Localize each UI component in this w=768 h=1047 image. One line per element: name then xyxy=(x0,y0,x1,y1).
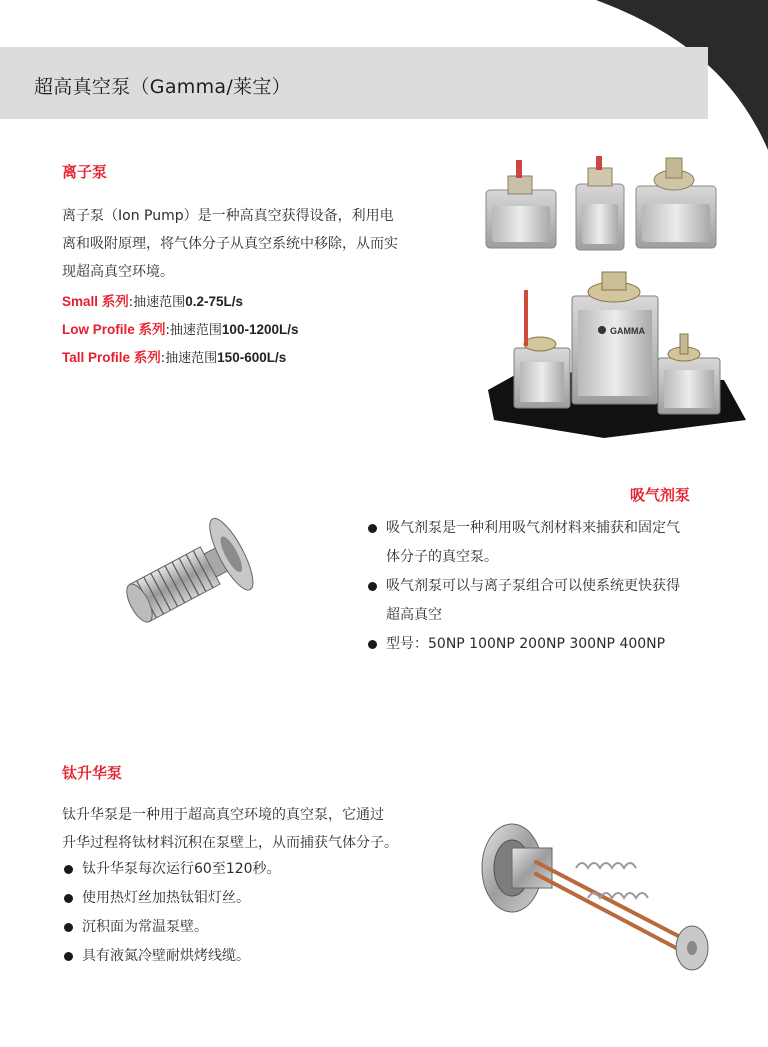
list-item-continuation: 体分子的真空泵。 xyxy=(386,549,498,565)
ion-pump-large-image xyxy=(484,270,748,440)
series-name: Small xyxy=(62,294,99,309)
series-low-profile xyxy=(62,318,298,338)
description-line: 现超高真空环境。 xyxy=(62,264,174,280)
series-small xyxy=(62,290,243,310)
series-tall-profile xyxy=(62,346,286,366)
series-word: 系列 xyxy=(98,294,129,309)
ti-pump-bullets xyxy=(62,855,281,971)
series-word: 系列 xyxy=(134,322,166,337)
ti-pump-description xyxy=(62,801,398,857)
ti-pump-heading: 钛升华泵 xyxy=(62,764,123,782)
series-range: 0.2-75L/s xyxy=(185,294,243,309)
description-line: 升华过程将钛材料沉积在泵壁上，从而捕获气体分子。 xyxy=(62,835,398,851)
ion-pump-heading: 离子泵 xyxy=(62,163,108,181)
description-line: 钛升华泵是一种用于超高真空环境的真空泵，它通过 xyxy=(62,807,384,823)
series-label: :抽速范围 xyxy=(165,323,222,338)
list-item: 吸气剂泵可以与离子泵组合可以使系统更快获得 xyxy=(366,572,680,601)
ti-sublimation-pump-image xyxy=(466,818,716,978)
series-name: Low Profile xyxy=(62,322,135,337)
page-title: 超高真空泵（Gamma/莱宝） xyxy=(34,76,291,98)
list-item: 具有液氮冷壁耐烘烤线缆。 xyxy=(62,942,281,971)
list-item: 使用热灯丝加热钛钼灯丝。 xyxy=(62,884,281,913)
series-word: 系列 xyxy=(130,350,161,365)
getter-pump-bullets xyxy=(366,514,680,659)
list-item: 钛升华泵每次运行60至120秒。 xyxy=(62,855,281,884)
series-name: Tall Profile xyxy=(62,350,131,365)
ion-pump-small-image xyxy=(470,150,730,260)
list-item: 型号：50NP 100NP 200NP 300NP 400NP xyxy=(366,630,680,659)
getter-pump-heading: 吸气剂泵 xyxy=(630,486,691,504)
description-line: 离子泵（Ion Pump）是一种高真空获得设备，利用电 xyxy=(62,208,394,224)
list-item: 吸气剂泵是一种利用吸气剂材料来捕获和固定气 xyxy=(366,514,680,543)
series-label: :抽速范围 xyxy=(160,351,218,366)
ion-pump-description xyxy=(62,202,398,286)
list-item: 沉积面为常温泵壁。 xyxy=(62,913,281,942)
list-item-continuation: 超高真空 xyxy=(386,607,442,623)
series-label: :抽速范围 xyxy=(128,295,186,310)
brand-mark: GAMMA xyxy=(610,326,645,336)
series-range: 150-600L/s xyxy=(217,350,287,365)
description-line: 离和吸附原理，将气体分子从真空系统中移除，从而实 xyxy=(62,236,398,252)
getter-pump-image xyxy=(112,508,272,640)
series-range: 100-1200L/s xyxy=(221,322,299,337)
